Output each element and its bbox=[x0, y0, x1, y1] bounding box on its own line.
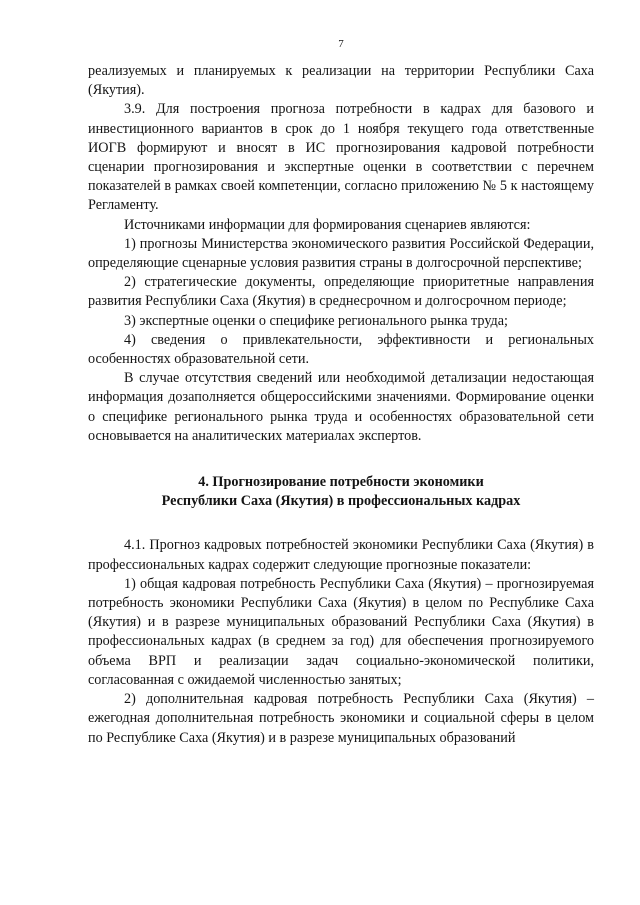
paragraph-3-9: 3.9. Для построения прогноза потребности в кадрах для базового и инвестиционного вариантов в срок до 1 ноября текущего года ответственные ИОГВ формируют и вносят в ИС прогнозирования кадровой потребности сценарии прогнозирования и экспертные оценки в соответствии с перечнем показателей в рамках своей компетенции, согласно приложению № 5 к настоящему Регламенту. bbox=[88, 101, 594, 214]
indicator-item-2: 2) дополнительная кадровая потребность Республики Саха (Якутия) – ежегодная дополнительная потребность экономики и социальной сферы в целом по Республике Саха (Якутия) и в разрезе муниципальных образований bbox=[88, 691, 594, 746]
list-item-2: 2) стратегические документы, определяющие приоритетные направления развития Республики Саха (Якутия) в среднесрочном и долгосрочном периоде; bbox=[88, 274, 594, 310]
section-4-heading bbox=[88, 473, 594, 511]
list-item-1: 1) прогнозы Министерства экономического развития Российской Федерации, определяющие сценарные условия развития страны в долгосрочной перспективе; bbox=[88, 235, 594, 272]
paragraph-sources-intro: Источниками информации для формирования сценариев являются: bbox=[124, 216, 531, 233]
section-3-continuation bbox=[88, 62, 594, 446]
indicator-item-1: 1) общая кадровая потребность Республики Саха (Якутия) – прогнозируемая потребность экономики Республики Саха (Якутия) в целом по Республике Саха (Якутия) и в разрезе муниципальных образований Республики Саха (Якутия) в профессиональных кадрах (в среднем за год) для обеспечения прогнозируемого объема ВРП и реализации задач социально-экономической политики, согласованная с ожидаемой численностью занятых; bbox=[88, 575, 594, 688]
paragraph-missing-data: В случае отсутствия сведений или необходимой детализации недостающая информация дозаполняется общероссийскими значениями. Формирование оценки о специфике регионального рынка труда и особенностях образовательной сети основывается на аналитических материалах экспертов. bbox=[88, 370, 594, 444]
paragraph-continuation: реализуемых и планируемых к реализации на территории Республики Саха (Якутия). bbox=[88, 63, 594, 99]
section-4-body bbox=[88, 536, 594, 747]
heading-line-1: 4. Прогнозирование потребности экономики bbox=[198, 474, 484, 491]
heading-line-2: Республики Саха (Якутия) в профессиональных кадрах bbox=[161, 493, 521, 510]
paragraph-4-1: 4.1. Прогноз кадровых потребностей экономики Республики Саха (Якутия) в профессиональных кадрах содержит следующие прогнозные показатели: bbox=[88, 537, 594, 573]
page-number: 7 bbox=[338, 38, 344, 50]
list-item-4: 4) сведения о привлекательности, эффективности и региональных особенностях образовательной сети. bbox=[88, 331, 594, 368]
list-item-3: 3) экспертные оценки о специфике регионального рынка труда; bbox=[124, 312, 508, 329]
